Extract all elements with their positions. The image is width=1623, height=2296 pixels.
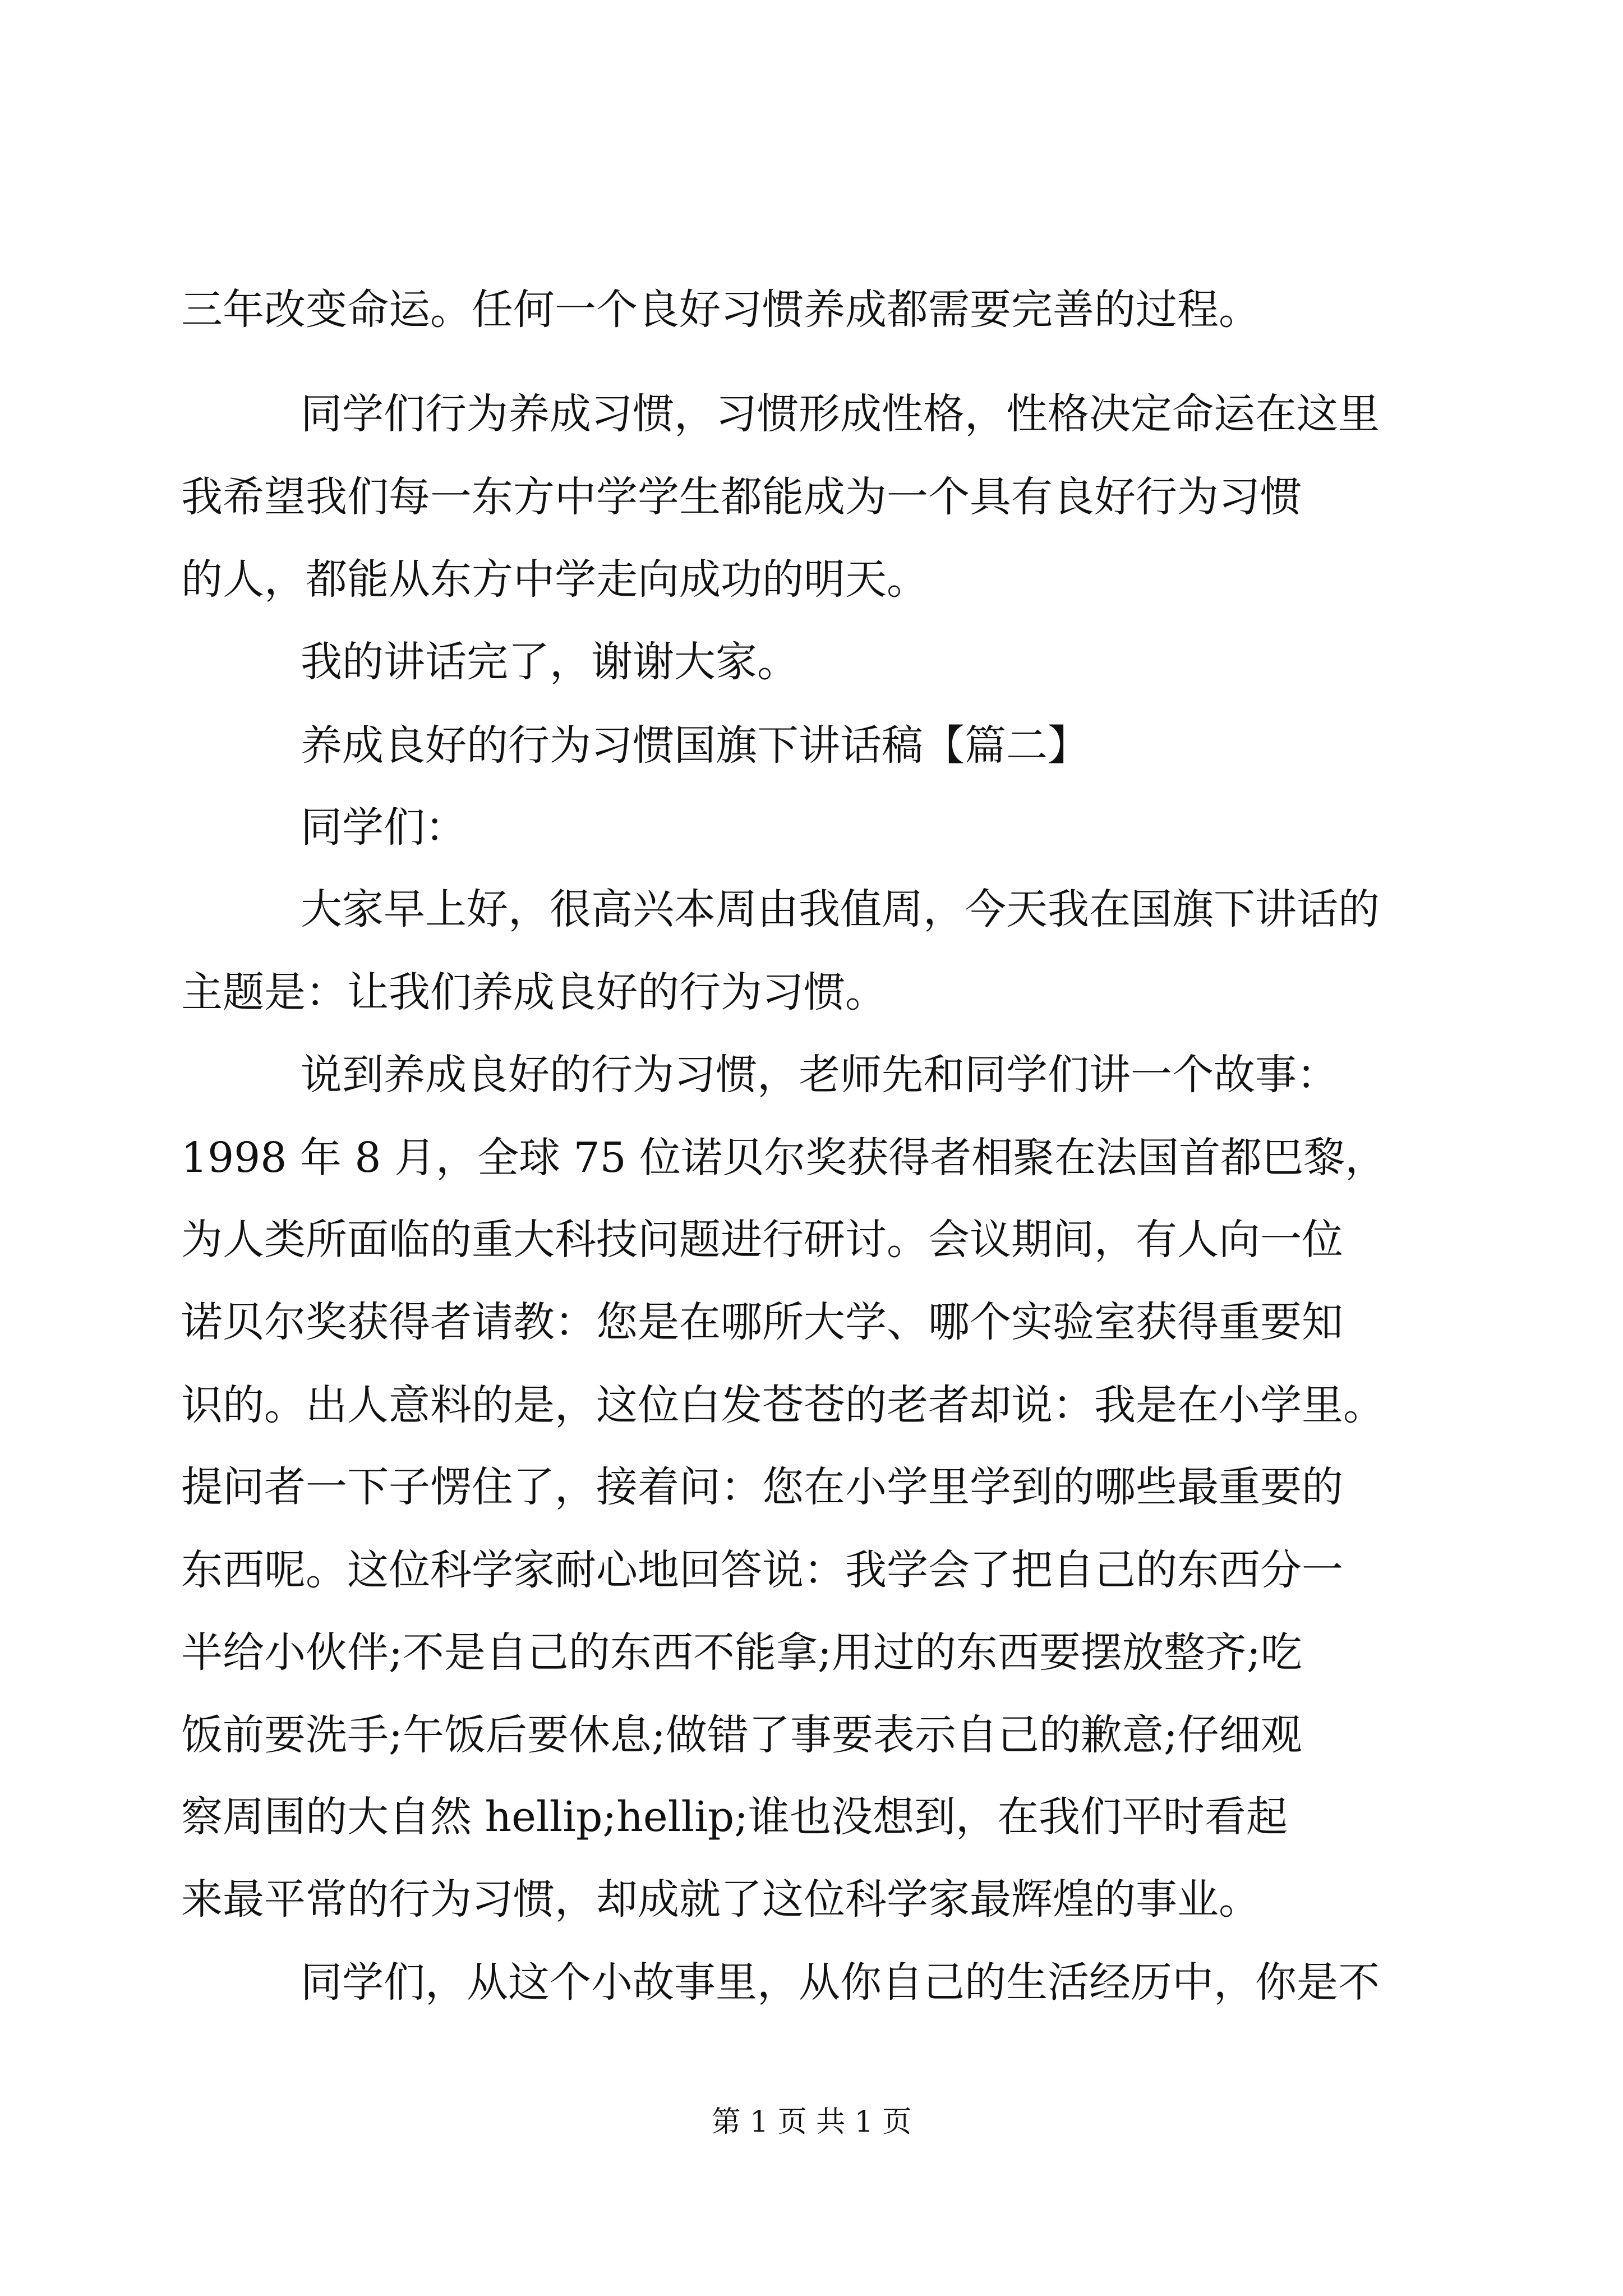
text-line: 来最平常的行为习惯，却成就了这位科学家最辉煌的事业。: [181, 1875, 1260, 1924]
text-line: 诺贝尔奖获得者请教：您是在哪所大学、哪个实验室获得重要知: [181, 1298, 1343, 1346]
text-line: 我的讲话完了，谢谢大家。: [301, 638, 799, 686]
text-line: 的人，都能从东方中学走向成功的明天。: [181, 555, 928, 604]
text-line: 识的。出人意料的是，这位白发苍苍的老者却说：我是在小学里。: [181, 1381, 1385, 1429]
text-line: 1998 年 8 月，全球 75 位诺贝尔奖获得者相聚在法国首都巴黎，: [181, 1134, 1387, 1182]
text-line: 察周围的大自然 hellip;hellip;谁也没想到，在我们平时看起: [181, 1793, 1288, 1841]
text-line: 大家早上好，很高兴本周由我值周，今天我在国旗下讲话的: [301, 885, 1380, 933]
text-line: 说到养成良好的行为习惯，老师先和同学们讲一个故事：: [301, 1051, 1338, 1099]
section-heading: 养成良好的行为习惯国旗下讲话稿【篇二】: [301, 721, 1089, 770]
text-line: 提问者一下子愣住了，接着问：您在小学里学到的哪些最重要的: [181, 1463, 1343, 1511]
page-number-footer: 第 1 页 共 1 页: [711, 2105, 912, 2139]
text-line: 我希望我们每一东方中学学生都能成为一个具有良好行为习惯: [181, 473, 1302, 521]
text-line: 三年改变命运。任何一个良好习惯养成都需要完善的过程。: [181, 286, 1260, 334]
text-line: 同学们，从这个小故事里，从你自己的生活经历中，你是不: [301, 1958, 1380, 2007]
text-line: 为人类所面临的重大科技问题进行研讨。会议期间，有人向一位: [181, 1216, 1343, 1264]
text-line: 半给小伙伴;不是自己的东西不能拿;用过的东西要摆放整齐;吃: [181, 1628, 1302, 1677]
text-line: 东西呢。这位科学家耐心地回答说：我学会了把自己的东西分一: [181, 1546, 1343, 1594]
salutation: 同学们：: [301, 803, 467, 852]
text-line: 同学们行为养成习惯，习惯形成性格，性格决定命运在这里: [301, 390, 1380, 438]
text-line: 主题是：让我们养成良好的行为习惯。: [181, 968, 887, 1016]
text-line: 饭前要洗手;午饭后要休息;做错了事要表示自己的歉意;仔细观: [181, 1711, 1302, 1759]
